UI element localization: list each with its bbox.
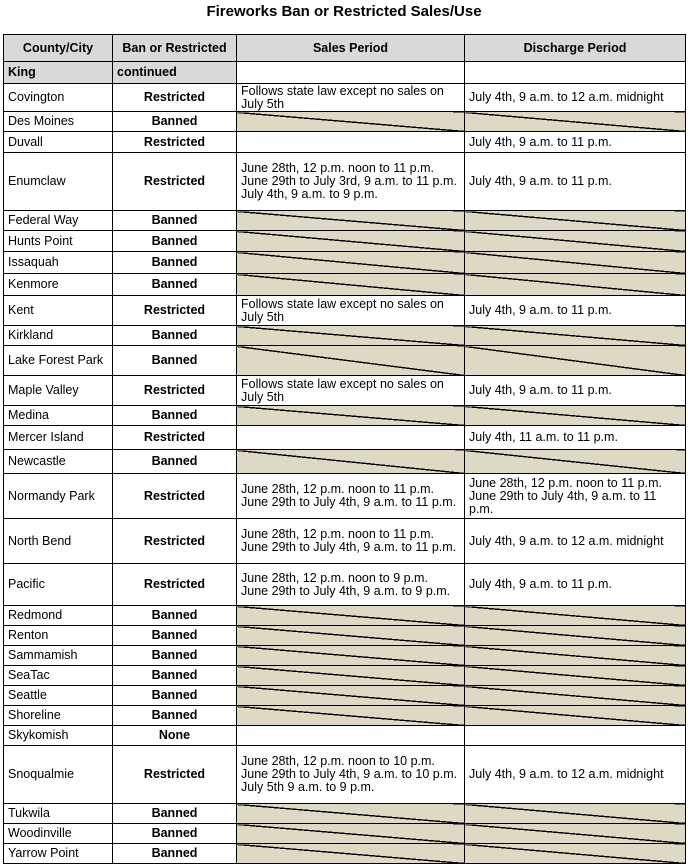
table-row (4, 153, 686, 211)
discharge-not-applicable-cell (465, 666, 686, 686)
table-row (4, 824, 686, 844)
city-name: Snoqualmie (4, 746, 113, 804)
header-city: County/City (4, 35, 113, 62)
header-row (4, 35, 686, 62)
sales-period-cell: June 28th, 12 p.m. noon to 9 p.m. June 29th to July 4th, 9 a.m. to 9 p.m. (237, 564, 465, 606)
table-row (4, 666, 686, 686)
city-name: Duvall (4, 132, 113, 153)
table-row (4, 376, 686, 406)
table-row (4, 746, 686, 804)
county-name: King (4, 62, 113, 84)
status-cell: Banned (113, 706, 237, 726)
discharge-period-cell: July 4th, 9 a.m. to 11 p.m. (465, 296, 686, 326)
status-cell: Restricted (113, 132, 237, 153)
header-discharge: Discharge Period (465, 35, 686, 62)
status-cell: Banned (113, 274, 237, 296)
table-row (4, 646, 686, 666)
table-row (4, 406, 686, 426)
table-row (4, 132, 686, 153)
city-name: Hunts Point (4, 231, 113, 252)
city-name: Des Moines (4, 112, 113, 132)
table-row (4, 606, 686, 626)
city-name: Skykomish (4, 726, 113, 746)
status-cell: Banned (113, 626, 237, 646)
status-cell: Banned (113, 326, 237, 346)
sales-not-applicable-cell (237, 406, 465, 426)
table-row (4, 804, 686, 824)
status-cell: Banned (113, 211, 237, 231)
discharge-not-applicable-cell (465, 274, 686, 296)
table-row (4, 326, 686, 346)
discharge-period-cell: July 4th, 9 a.m. to 12 a.m. midnight (465, 519, 686, 564)
city-name: Newcastle (4, 450, 113, 474)
city-name: Woodinville (4, 824, 113, 844)
status-cell: Banned (113, 231, 237, 252)
table-row (4, 274, 686, 296)
status-cell: Banned (113, 606, 237, 626)
city-name: Lake Forest Park (4, 346, 113, 376)
sales-period-cell: June 28th, 12 p.m. noon to 11 p.m. June 29th to July 3rd, 9 a.m. to 11 p.m. July 4th, 9 a.m. to 9 p.m. (237, 153, 465, 211)
sales-not-applicable-cell (237, 211, 465, 231)
sales-period-cell: June 28th, 12 p.m. noon to 10 p.m. June 29th to July 4th, 9 a.m. to 10 p.m. July 5th 9 a.m. to 9 p.m. (237, 746, 465, 804)
table-row (4, 626, 686, 646)
city-name: Yarrow Point (4, 844, 113, 864)
sales-period-cell: Follows state law except no sales on July 5th (237, 376, 465, 406)
discharge-period-cell: July 4th, 9 a.m. to 11 p.m. (465, 376, 686, 406)
table-row (4, 519, 686, 564)
status-cell: Banned (113, 450, 237, 474)
discharge-not-applicable-cell (465, 406, 686, 426)
table-row (4, 706, 686, 726)
city-name: Tukwila (4, 804, 113, 824)
sales-not-applicable-cell (237, 450, 465, 474)
sales-not-applicable-cell (237, 346, 465, 376)
discharge-not-applicable-cell (465, 804, 686, 824)
discharge-not-applicable-cell (465, 646, 686, 666)
county-discharge-cell (465, 62, 686, 84)
discharge-period-cell: July 4th, 11 a.m. to 11 p.m. (465, 426, 686, 450)
discharge-not-applicable-cell (465, 844, 686, 864)
table-row (4, 252, 686, 274)
status-cell: Banned (113, 666, 237, 686)
table-row (4, 844, 686, 864)
status-cell: Banned (113, 112, 237, 132)
discharge-period-cell (465, 726, 686, 746)
table-row (4, 426, 686, 450)
city-name: Pacific (4, 564, 113, 606)
city-name: Seattle (4, 686, 113, 706)
county-sales-cell (237, 62, 465, 84)
city-name: Maple Valley (4, 376, 113, 406)
discharge-period-cell: July 4th, 9 a.m. to 11 p.m. (465, 564, 686, 606)
status-cell: None (113, 726, 237, 746)
discharge-period-cell: July 4th, 9 a.m. to 12 a.m. midnight (465, 84, 686, 112)
status-cell: Restricted (113, 474, 237, 519)
discharge-not-applicable-cell (465, 450, 686, 474)
sales-not-applicable-cell (237, 252, 465, 274)
status-cell: Banned (113, 346, 237, 376)
discharge-not-applicable-cell (465, 252, 686, 274)
discharge-not-applicable-cell (465, 211, 686, 231)
discharge-period-cell: July 4th, 9 a.m. to 11 p.m. (465, 132, 686, 153)
table-row (4, 686, 686, 706)
city-name: Federal Way (4, 211, 113, 231)
header-status: Ban or Restricted (113, 35, 237, 62)
city-name: Issaquah (4, 252, 113, 274)
table-row (4, 564, 686, 606)
city-name: Normandy Park (4, 474, 113, 519)
sales-not-applicable-cell (237, 686, 465, 706)
discharge-not-applicable-cell (465, 346, 686, 376)
discharge-period-cell: July 4th, 9 a.m. to 11 p.m. (465, 153, 686, 211)
city-name: Kenmore (4, 274, 113, 296)
header-sales: Sales Period (237, 35, 465, 62)
discharge-not-applicable-cell (465, 686, 686, 706)
sales-period-cell (237, 426, 465, 450)
sales-period-cell: June 28th, 12 p.m. noon to 11 p.m. June 29th to July 4th, 9 a.m. to 11 p.m. (237, 474, 465, 519)
city-name: Covington (4, 84, 113, 112)
table-row (4, 450, 686, 474)
discharge-not-applicable-cell (465, 112, 686, 132)
sales-not-applicable-cell (237, 646, 465, 666)
city-name: Sammamish (4, 646, 113, 666)
sales-period-cell (237, 726, 465, 746)
city-name: Mercer Island (4, 426, 113, 450)
city-name: Renton (4, 626, 113, 646)
discharge-period-cell: June 28th, 12 p.m. noon to 11 p.m. June 29th to July 4th, 9 a.m. to 11 p.m. (465, 474, 686, 519)
sales-not-applicable-cell (237, 844, 465, 864)
fireworks-table (3, 34, 686, 864)
discharge-not-applicable-cell (465, 706, 686, 726)
sales-not-applicable-cell (237, 231, 465, 252)
sales-period-cell: Follows state law except no sales on July 5th (237, 296, 465, 326)
status-cell: Restricted (113, 376, 237, 406)
page-title: Fireworks Ban or Restricted Sales/Use (206, 3, 482, 20)
city-name: Kirkland (4, 326, 113, 346)
table-row (4, 726, 686, 746)
status-cell: Restricted (113, 746, 237, 804)
table-row (4, 231, 686, 252)
sales-not-applicable-cell (237, 666, 465, 686)
discharge-not-applicable-cell (465, 231, 686, 252)
discharge-not-applicable-cell (465, 824, 686, 844)
sales-not-applicable-cell (237, 112, 465, 132)
city-name: North Bend (4, 519, 113, 564)
status-cell: Restricted (113, 426, 237, 450)
status-cell: Banned (113, 252, 237, 274)
county-row (4, 62, 686, 84)
status-cell: Banned (113, 646, 237, 666)
status-cell: Banned (113, 406, 237, 426)
sales-period-cell (237, 132, 465, 153)
discharge-period-cell: July 4th, 9 a.m. to 12 a.m. midnight (465, 746, 686, 804)
sales-not-applicable-cell (237, 274, 465, 296)
sales-not-applicable-cell (237, 804, 465, 824)
status-cell: Banned (113, 804, 237, 824)
table-row (4, 211, 686, 231)
status-cell: Banned (113, 686, 237, 706)
table-row (4, 84, 686, 112)
city-name: Enumclaw (4, 153, 113, 211)
county-note: continued (113, 62, 237, 84)
discharge-not-applicable-cell (465, 326, 686, 346)
status-cell: Restricted (113, 153, 237, 211)
status-cell: Restricted (113, 519, 237, 564)
city-name: Kent (4, 296, 113, 326)
status-cell: Restricted (113, 564, 237, 606)
sales-period-cell: June 28th, 12 p.m. noon to 11 p.m. June 29th to July 4th, 9 a.m. to 11 p.m. (237, 519, 465, 564)
table-row (4, 296, 686, 326)
sales-not-applicable-cell (237, 606, 465, 626)
city-name: Redmond (4, 606, 113, 626)
status-cell: Banned (113, 824, 237, 844)
city-name: Shoreline (4, 706, 113, 726)
discharge-not-applicable-cell (465, 606, 686, 626)
status-cell: Restricted (113, 84, 237, 112)
sales-not-applicable-cell (237, 706, 465, 726)
table-row (4, 474, 686, 519)
status-cell: Banned (113, 844, 237, 864)
sales-not-applicable-cell (237, 326, 465, 346)
table-row (4, 346, 686, 376)
sales-not-applicable-cell (237, 626, 465, 646)
table-row (4, 112, 686, 132)
sales-period-cell: Follows state law except no sales on July 5th (237, 84, 465, 112)
discharge-not-applicable-cell (465, 626, 686, 646)
city-name: SeaTac (4, 666, 113, 686)
sales-not-applicable-cell (237, 824, 465, 844)
city-name: Medina (4, 406, 113, 426)
status-cell: Restricted (113, 296, 237, 326)
